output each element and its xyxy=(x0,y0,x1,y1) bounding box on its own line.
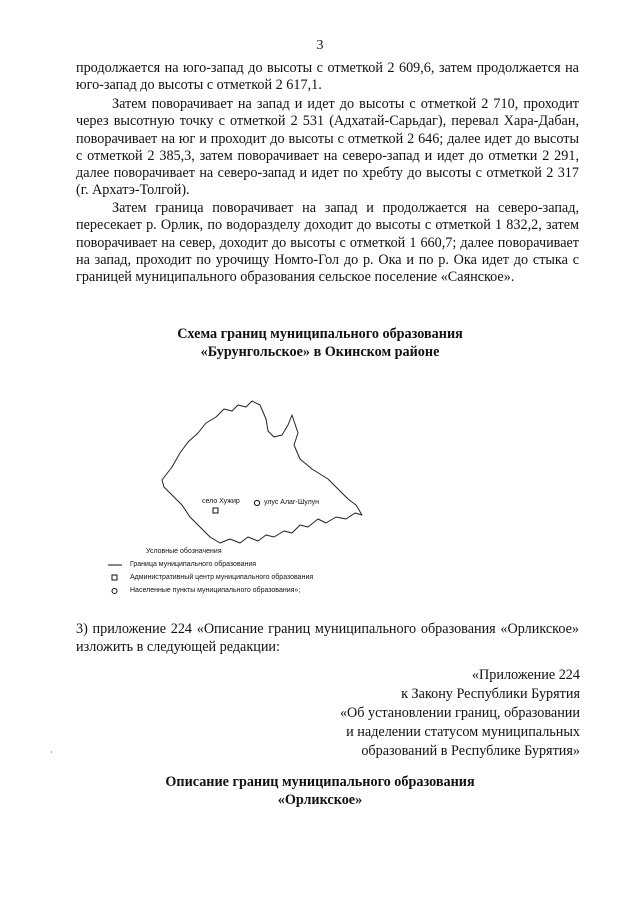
legend-label-settlement: Населенные пункты муниципального образования»; xyxy=(130,587,301,594)
admin-center-marker xyxy=(213,508,218,513)
appendix-line-3: «Об установлении границ, образовании xyxy=(339,705,580,721)
scan-mark: · xyxy=(50,748,53,757)
boundary-line-icon xyxy=(108,561,122,569)
legend-title: Условные обозначения xyxy=(146,548,222,555)
paragraph-1 xyxy=(76,60,579,95)
scheme-title xyxy=(0,325,640,361)
map-label-admin-center: село Хужир xyxy=(202,498,240,505)
settlement-marker xyxy=(254,500,259,505)
appendix-line-5: образований в Республике Бурятия» xyxy=(361,743,580,759)
appendix-line-4: и наделении статусом муниципальных xyxy=(346,724,580,740)
description-title-line-2: «Орликское» xyxy=(277,792,363,808)
circle-icon xyxy=(108,587,122,595)
scheme-title-line-1: Схема границ муниципального образования xyxy=(177,326,463,342)
appendix-line-1: «Приложение 224 xyxy=(471,667,580,683)
appendix-reference xyxy=(280,666,580,761)
description-title-line-1: Описание границ муниципального образования xyxy=(165,774,475,790)
square-icon xyxy=(108,574,122,582)
municipality-boundary xyxy=(162,401,362,543)
paragraph-3 xyxy=(76,200,579,286)
boundary-map-svg xyxy=(150,395,480,565)
paragraph-1-text: продолжается на юго-запад до высоты с отметкой 2 609,6, затем продолжается на юго-запад до высоты с отметкой 2 617,1. xyxy=(76,60,579,94)
paragraph-2 xyxy=(76,96,579,200)
description-title xyxy=(0,773,640,809)
scheme-title-line-2: «Бурунгольское» в Окинском районе xyxy=(200,344,440,360)
appendix-line-2: к Закону Республики Бурятия xyxy=(401,686,580,702)
legend-label-admin-center: Административный центр муниципального образования xyxy=(130,574,314,581)
map-label-settlement: улус Алаг-Шулун xyxy=(264,499,320,506)
paragraph-2-text: Затем поворачивает на запад и идет до высоты с отметкой 2 710, проходит через высотную точку с отметкой 2 531 (Адхатай-Сарьдаг), перевал Хара-Дабан, поворачивает на юг и проходит до высоты с отметкой 2 646; далее идет до высоты с отметкой 2 385,3, затем поворачивает на северо-запад и идет до отметки 2 291, далее поворачивает на северо-запад и идет по хребту до высоты с отметкой 2 317 (г. Архатэ-Толгой). xyxy=(76,96,579,199)
page-number: 3 xyxy=(316,38,324,53)
item-3-paragraph: 3) приложение 224 «Описание границ муниципального образования «Орликское» изложить в следующей редакции: xyxy=(76,621,579,655)
paragraph-3-text: Затем граница поворачивает на запад и продолжается на северо-запад, пересекает р. Орлик, по водоразделу доходит до высоты с отметкой 1 832,2, затем поворачивает на север, доходит до высоты с отметкой 1 660,7; далее поворачивает на запад, проходит по урочищу Номто-Гол до р. Ока и по р. Ока идет до стыка с границей муниципального образования сельское поселение «Саянское». xyxy=(76,200,579,286)
legend-label-boundary: Граница муниципального образования xyxy=(130,561,257,568)
boundary-map xyxy=(150,395,480,565)
